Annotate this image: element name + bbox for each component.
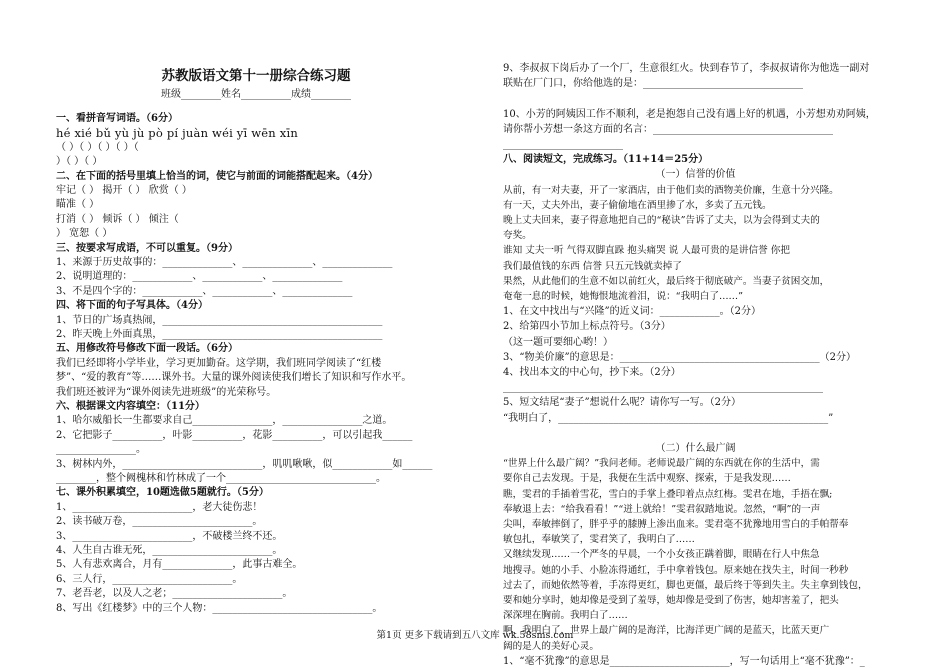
text-line: 我们已经即将小学毕业，学习更加勤奋。这学期，我们班同学阅读了“红楼 <box>56 357 382 369</box>
text-line: 4、找出本文的中心句，抄下来。（2分） <box>503 367 681 378</box>
text-line: 要和她分享时，她却像是受到了羞辱，她却像是受到了伤害，她却害羞了，把头 <box>503 595 839 606</box>
section-heading: 四、将下面的句子写具体。（4分） <box>56 300 208 312</box>
text-line: 敏包扎，奉敏笑了，雯君笑了，我明白了…… <box>503 534 695 546</box>
text-line: 1、________________________，老大徒伤悲！ <box>56 501 263 513</box>
text-line: 1、“毫不犹豫”的意思是________________________，写一句话用上“毫不犹豫”：_ <box>503 655 865 667</box>
section-heading: 二、在下面的括号里填上恰当的词，使它与前面的词能搭配起来。（4分） <box>56 170 378 182</box>
text-line: 6、三人行，________________________。 <box>56 573 243 585</box>
text-line: 2、给第四小节加上标点符号。（3分） <box>503 321 671 333</box>
text-line: 又继续发现……一个严冬的早晨，一个小女孩正蹒着脚，眼睛在行人中焦急 <box>503 549 820 561</box>
text-line: 1、哈尔威船长一生都要求自己________________，________________之道。 <box>56 415 393 427</box>
text-line: 1、在文中找出与“兴隆”的近义词：____________。（2分） <box>503 306 761 318</box>
text-line: 瞧，雯君的手插着雪花，雪白的手掌上叠印着点点红梅。雯君在地，手捂在飘; <box>503 488 833 500</box>
text-line: 2、读书破万卷，________________________。 <box>56 516 263 528</box>
text-line: 晚上丈夫回来，妻子得意地把自己的“秘诀”告诉了丈夫，以为会得到丈夫的 <box>503 215 820 226</box>
text-line: 3、树林内外，____________________________，叽叽啾啾，似____________如______ <box>56 458 433 470</box>
text-line: （这一题可要细心哟！） <box>503 336 613 348</box>
text-line: 牢记（ ） 揭开（ ） 欣赏（ ） <box>56 185 192 196</box>
text-line: ） 宽恕（ ） <box>56 228 113 240</box>
text-line: 地搜寻。她的小手、小脸冻得通红，手中拿着钱包。原来她在找失主，时间一秒秒 <box>503 564 849 576</box>
text-line: 3、________________________，不破楼兰终不还。 <box>56 530 283 542</box>
text-line: 1、节日的广场真热闹，____________________________________________ <box>56 314 383 326</box>
text-line: 我们班还被评为“课外阅读先进班级”的光荣称号。 <box>56 386 277 398</box>
text-line: 2、昨天晚上外面真黑，____________________________________________ <box>56 329 383 340</box>
text-line: 联贴在厂门口，你给他选的是：________________________________ <box>503 78 803 90</box>
text-line: ________________。 <box>56 444 146 456</box>
text-line: 3、“物美价廉”的意思是：________________________________________（2分） <box>503 351 856 363</box>
text-line: 9、李叔叔下岗后办了一个厂，生意很红火。快到春节了，李叔叔请你为他选一副对 <box>503 63 870 74</box>
text-line: 尖叫，奉敏摔倒了，胖乎乎的膝膊上渗出血来。雯君毫不犹豫地用雪白的手帕帮奉 <box>503 519 849 530</box>
page-footer: 第1页 更多下载请到五八文库 wk.58sms.com <box>376 630 574 641</box>
section-heading: 三、按要求写成语，不可以重复。（9分） <box>56 242 238 254</box>
text-line: 谁知 丈夫一听 气得双脚直跺 抱头痛哭 说 人最可贵的是讲信誉 你把 <box>503 245 790 257</box>
text-line: 10、小芳的阿姨因工作不顺利，老是抱怨自己没有遇上好的机遇，小芳想劝劝阿姨， <box>503 108 876 120</box>
header-fields: 班级________姓名__________成绩________ <box>161 89 351 100</box>
text-line: 2、说明道理的：____________、____________、______________ <box>56 271 343 283</box>
text-line: （ ）（ ）（ ）（ ）（ <box>56 141 139 153</box>
text-line: “世界上什么最广阔？”我问老师。老师说最广阔的东西就在你的生活中，需 <box>503 458 820 470</box>
text-line: ）（ ）（ ） <box>56 156 103 168</box>
text-line: 啊，我明白了，世界上最广阔的是海洋，比海洋更广阔的是蓝天，比蓝天更广 <box>503 625 830 637</box>
text-line: 4、人生自古谁无死，________________________。 <box>56 545 283 556</box>
text-line: 2、它把影子__________，叶影__________，花影__________，可以引起我______ <box>56 429 413 441</box>
text-line: 阔的是人的美好心灵。 <box>503 640 599 652</box>
text-line: （一）信誉的价值 <box>655 169 736 181</box>
text-line: 我们最值钱的东西 信誉 只五元钱就卖掉了 <box>503 260 682 272</box>
section-heading: 五、用修改符号修改下面一段话。（6分） <box>56 343 238 355</box>
text-line: 3、不是四个字的：____________、____________、______________ <box>56 285 353 297</box>
text-line: 从前，有一对夫妻，开了一家酒店，由于他们卖的酒物美价廉，生意十分兴隆。 <box>503 184 839 196</box>
text-line: 果然，从此他们的生意不如以前红火，最后终于彻底破产。当妻子贫困交加， <box>503 275 830 287</box>
text-line: 梦”、“爱的教育”等……课外书。大量的课外阅读使我们增长了知识和写作水平。 <box>56 372 412 384</box>
section-heading: 六、根据课文内容填空：（11分） <box>56 401 205 412</box>
text-line: 奄奄一息的时候，她悔恨地流着泪，说：“我明白了……” <box>503 291 744 302</box>
text-line: 有一天，丈夫外出，妻子偷偷地在酒里掺了水，多卖了五元钱。 <box>503 199 772 211</box>
page-title: 苏教版语文第十一册综合练习题 <box>161 68 351 84</box>
text-line: ________________________________________________________________ <box>503 382 823 394</box>
text-line: ________________________ <box>503 139 623 150</box>
section-heading: 八、阅读短文，完成练习。（11+14＝25分） <box>503 154 709 166</box>
text-line: 夸奖。 <box>503 230 532 242</box>
text-line: 过去了，而她依然等着，手冻得更红，脚也更僵，最后终于等到失主。失主拿到钱包， <box>503 579 868 591</box>
text-line: 请你帮小芳想一条这方面的名言：____________________________________ <box>503 123 833 135</box>
text-line: 深深埋在胸前。我明白了…… <box>503 610 628 622</box>
section-heading: 七、课外积累填空，10题选做5题就行。（5分） <box>56 487 269 499</box>
text-line: ________，整个阙槐林和竹林成了一个______________________________。 <box>56 473 386 484</box>
text-line: （二）什么最广阔 <box>655 443 736 454</box>
text-line: 打消（ ） 倾诉（ ） 倾注（ <box>56 213 179 225</box>
text-line: 瞄准（ ） <box>56 199 100 211</box>
section-heading: 一、看拼音写词语。（6分） <box>56 113 178 124</box>
text-line: 要你自己去发现。于是，我便在生活中观察、探索，于是我发现…… <box>503 473 791 485</box>
text-line: 1、来源于历史故事的：______________、______________、______________ <box>56 257 393 268</box>
text-line: 8、写出《红楼梦》中的三个人物：________________________________。 <box>56 602 383 614</box>
text-line: 5、人有悲欢离合，月有______________，此事古难全。 <box>56 559 303 571</box>
text-line: 5、短文结尾“妻子”想说什么呢？请你写一写。（2分） <box>503 397 741 409</box>
text-line: 7、老吾老，以及人之老；______________________。 <box>56 588 293 600</box>
text-line: 奉敏退上去：“给我看看！”“迸上就给！”雯君叙踏地说。忽然，“啊”的一声 <box>503 503 821 515</box>
text-line: “我明白了，______________________________________________________” <box>503 412 834 424</box>
text-line: hé xié bǔ yù jù pò pí juàn wéi yī wēn xīn <box>56 126 298 141</box>
